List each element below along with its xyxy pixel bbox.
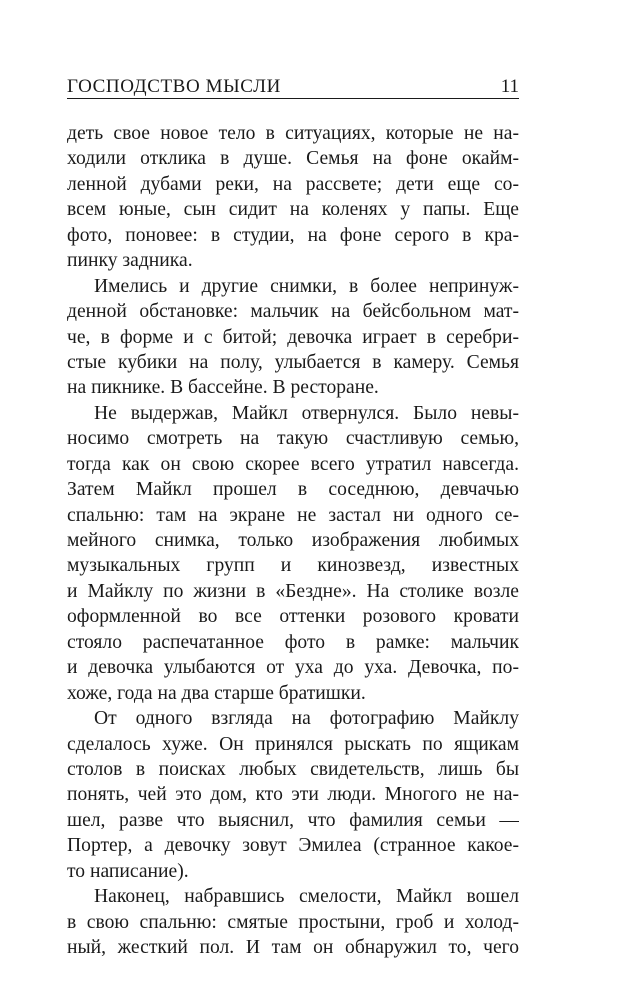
text-line: Не выдержав, Майкл отвернулся. Было невы- xyxy=(94,402,519,424)
text-line: носимо смотреть на такую счастливую семью, xyxy=(67,428,519,450)
text-line: От одного взгляда на фотографию Майклу xyxy=(94,708,519,730)
text-line: мейного снимка, только изображения любимых xyxy=(67,530,519,551)
text-line: музыкальных групп и кинозвезд, известных xyxy=(67,555,519,577)
text-line: то написание). xyxy=(67,860,189,882)
text-line: че, в форме и с битой; девочка играет в серебри- xyxy=(67,326,519,348)
text-line: денной обстановке: мальчик на бейсбольном мат- xyxy=(67,301,519,323)
text-line: Имелись и другие снимки, в более непринуж- xyxy=(94,275,519,297)
text-line: сделалось хуже. Он принялся рыскать по ящикам xyxy=(67,733,519,755)
page-header xyxy=(67,72,519,99)
text-line: Наконец, набравшись смелости, Майкл вошел xyxy=(94,886,519,908)
text-line: в свою спальню: смятые простыни, гроб и холод- xyxy=(67,911,519,933)
text-line: ный, жесткий пол. И там он обнаружил то, чего xyxy=(67,937,519,958)
text-line: хоже, года на два старше братишки. xyxy=(67,682,366,704)
text-line: оформленной во все оттенки розового кровати xyxy=(67,606,519,628)
text-line: и девочка улыбаются от уха до уха. Девочка, по- xyxy=(67,657,519,679)
text-line: стые кубики на полу, улыбается в камеру. Семья xyxy=(67,351,519,373)
text-line: тогда как он свою скорее всего утратил навсегда. xyxy=(67,453,519,475)
text-line: фото, поновее: в студии, на фоне серого в кра- xyxy=(67,224,519,246)
text-line: пинку задника. xyxy=(67,250,193,272)
text-line: Затем Майкл прошел в соседнюю, девчачью xyxy=(67,479,519,501)
text-line: всем юные, сын сидит на коленях у папы. Еще xyxy=(67,199,519,221)
text-line: Портер, а девочку зовут Эмилеа (странное какое- xyxy=(67,835,519,857)
text-line: спальню: там на экране не застал ни одного се- xyxy=(67,504,519,526)
text-line: столов в поисках любых свидетельств, лишь бы xyxy=(67,758,519,780)
text-line: ленной дубами реки, на рассвете; дети еще со- xyxy=(67,173,519,195)
text-line: понять, чей это дом, кто эти люди. Многого не на- xyxy=(67,784,519,806)
text-line: на пикнике. В бассейне. В ресторане. xyxy=(67,377,379,399)
text-line: деть свое новое тело в ситуациях, которые не на- xyxy=(67,123,519,144)
text-line: и Майклу по жизни в «Бездне». На столике возле xyxy=(67,580,519,602)
page-number: 11 xyxy=(500,76,519,97)
text-line: ходили отклика в душе. Семья на фоне окайм- xyxy=(67,148,519,170)
body-text xyxy=(67,121,519,960)
book-page xyxy=(67,72,519,960)
text-line: стояло распечатанное фото в рамке: мальчик xyxy=(67,631,519,653)
text-line: шел, разве что выяснил, что фамилия семьи — xyxy=(67,809,519,831)
running-title: ГОСПОДСТВО МЫСЛИ xyxy=(67,76,281,97)
